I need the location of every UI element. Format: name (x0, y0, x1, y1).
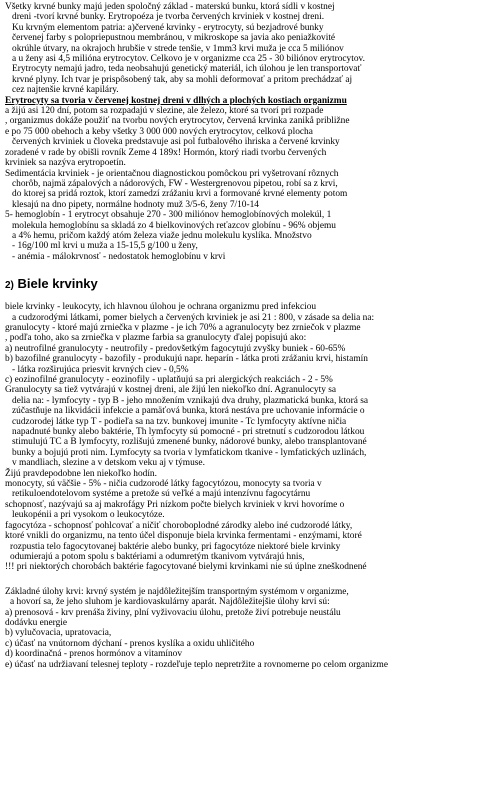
text-line: c) účasť na vnútornom dýchaní - prenos kyslíka a oxidu uhličitého (5, 638, 255, 649)
text-line: a žijú asi 120 dní, potom sa rozpadajú v slezine, ale železo, ktoré sa tvorí pri rozpade (5, 106, 324, 117)
text-line: červených krviniek u človeka predstavuje asi pol futbalového ihriska a červené krvinky (12, 137, 340, 148)
section-title: Biele krvinky (17, 276, 98, 292)
text-line: leukopénii a pri vysokom o leukocytóze. (12, 510, 165, 521)
text-line: ktoré vnikli do organizmu, na tento účel disponuje biela krvinka fermentami - enzýmami, ktoré (5, 531, 362, 542)
text-line: klesajú na dno pipety, normálne hodnoty muž 3/5-6, ženy 7/10-14 (12, 199, 259, 210)
text-line: a cudzorodými látkami, pomer bielych a červených krviniek je asi 21 : 800, v zásade sa delia na: (12, 312, 375, 323)
text-line: - 16g/100 ml krvi u muža a 15-15,5 g/100 u ženy, (12, 241, 198, 252)
text-line: a 4% hemu, pričom každý atóm železa viaže jednu molekulu kyslíka. Množstvo (12, 230, 312, 241)
text-line: delia na: - lymfocyty - typ B - jeho množením vznikajú dva druhy, plazmatická bunka, ktorá sa (12, 395, 369, 406)
text-line: 5- hemoglobín - 1 erytrocyt obsahuje 270 - 300 miliónov hemoglobínových molekúl, 1 (5, 210, 332, 221)
text-line: e po 75 000 obehoch a keby všetky 3 000 000 nových erytrocytov, celková plocha (5, 126, 313, 137)
paragraph-blood-functions (5, 587, 473, 670)
text-line: a hovorí sa, že jeho sluhom je kardiovaskulárny aparát. Najdôležitejšie úlohy krvi sú: (10, 597, 330, 608)
text-line: a u ženy asi 4,5 milióna erytrocytov. Celkovo je v organizme cca 25 - 30 biliónov erytrocytov. (12, 54, 365, 65)
text-line: stimulujú TC a B lymfocyty, rozlišujú zmenené bunky, nádorové bunky, alebo transplantované (12, 437, 367, 448)
text-line: a) neutrofilné granulocyty - neutrofily - predovšetkým fagocytujú zvyšky buniek - 60-65% (5, 343, 346, 354)
text-line: fagocytóza - schopnosť pohlcovať a ničiť choroboplodné zárodky alebo iné cudzorodé látky, (5, 520, 353, 531)
paragraph-erythropoiesis (5, 2, 473, 96)
text-line: molekula hemoglobínu sa skladá zo 4 bielkovinových reťazcov globínu - 96% objemu (12, 220, 336, 231)
text-line: Granulocyty sa tiež vytvárajú v kostnej dreni, ale žijú len niekoľko dní. Agranulocyty sa (5, 385, 337, 396)
text-line: dodávku energie (5, 617, 68, 628)
text-line: b) vylučovacia, upratovacia, (5, 628, 112, 639)
text-line: Ku krvným elementom patria: a)červené krvinky - erytrocyty, sú bezjadrové bunky (12, 22, 324, 33)
text-line: b) bazofilné granulocyty - bazofily - produkujú napr. heparín - látka proti zrážaniu krvi, histamín (5, 354, 368, 365)
text-line: d) koordinačná - prenos hormónov a vitamínov (5, 649, 183, 660)
text-line: cudzorodej látke typ T - podieľa sa na tzv. bunkovej imunite - Tc lymfocyty aktívne ničia (12, 416, 347, 427)
text-line: biele krvinky - leukocyty, ich hlavnou úlohou je ochrana organizmu pred infekciou (5, 302, 317, 313)
text-line: rozpustia telo fagocytovanej baktérie alebo bunky, pri fagocytóze niektoré biele krvinky (10, 541, 341, 552)
paragraph-erythrocyte-lifespan (5, 96, 473, 169)
section-heading (5, 276, 473, 294)
text-line: cez najtenšie krvné kapiláry. (12, 85, 119, 96)
paragraph-phagocytosis (5, 521, 473, 573)
text-line: zoradené v rade by obišli rovník Zeme 4 189x! Hormón, ktorý riadi tvorbu červených (5, 147, 327, 158)
section-number: 2) (5, 280, 14, 292)
paragraph-sedimentation (5, 169, 473, 211)
text-line: chorôb, najmä zápalových a nádorových, FW - Westergrenovou pipetou, robí sa z krvi, (12, 178, 338, 189)
text-line: do ktorej sa pridá roztok, ktorí zamedzí zrážaniu krvi a formované krvné elementy potom (12, 189, 348, 200)
paragraph-leukocytes (5, 302, 473, 479)
text-line: a) prenosová - krv prenáša živiny, plní vyživovaciu úlohu, pretože živí potrebuje neustálu (5, 607, 341, 618)
text-line: napadnuté bunky alebo baktérie, Th lymfocyty sú pomocné - pri stretnutí s cudzorodou látkou (12, 427, 365, 438)
text-line: Základné úlohy krvi: krvný systém je najdôležitejším transportným systémom v organizme, (5, 586, 349, 597)
text-line: Žijú pravdepodobne len niekoľko hodín. (5, 468, 157, 479)
text-line: , organizmus dokáže použiť na tvorbu nových erytrocytov, červená krvinka zanikå približne (5, 116, 350, 127)
text-line: e) účasť na udržiavaní telesnej teploty - rozdeľuje teplo nepretržite a rovnomerne po celom organizme (5, 659, 389, 670)
text-line: v mandliach, slezine a v detskom veku aj v týmuse. (12, 458, 205, 469)
text-line: Všetky krvné bunky majú jeden spoločný základ - materskú bunku, ktorá sídli v kostnej (5, 2, 335, 12)
text-line: krviniek sa nazýva erytropoetín. (5, 158, 126, 169)
text-line: - látka rozširujúca priesvit krvných ciev - 0,5% (12, 364, 189, 375)
paragraph-monocytes (5, 479, 473, 521)
text-line: bunky a bojujú proti nim. Lymfocyty sa tvoria v lymfatickom tkanive - lymfatických uzlinách, (12, 447, 367, 458)
text-line: retikuloendotelovom systéme a pretože sú veľké a majú intenzívnu fagocytárnu (12, 489, 311, 500)
document-page (5, 2, 473, 670)
text-line: okrúhle útvary, na okrajoch hrubšie v strede tenšie, v 1mm3 krvi muža je cca 5 miliónov (12, 43, 344, 54)
paragraph-hemoglobin (5, 210, 473, 262)
text-line: zúčastňuje na likvidácii infekcie a pamäťová bunka, ktorá nestáva pre uchovanie informácie o (12, 406, 365, 417)
text-line: monocyty, sú väčšie - 5% - ničia cudzorodé látky fagocytózou, monocyty sa tvoria v (5, 479, 322, 490)
text-line: , podľa toho, ako sa zrniečka v plazme farbia sa granulocyty ďalej popisujú ako: (5, 333, 307, 344)
text-line: Sedimentácia krviniek - je orientačnou diagnostickou pomôckou pri vyšetrovaní rôznych (5, 168, 339, 179)
text-line: schopnosť, nazývajú sa aj makrofágy Pri nízkom počte bielych krviniek v krvi hovoríme o (5, 499, 345, 510)
text-line: Erytrocyty sa tvoria v červenej kostnej dreni v dlhých a plochých kostiach organizmu (5, 95, 347, 106)
text-line: odumierajú a potom spolu s baktériami a odumretým tkanivom vytvárajú hnis, (10, 551, 305, 562)
text-line: c) eozinofilné granulocyty - eozinofily - uplatňujú sa pri alergických reakciách - 2 - 5% (5, 375, 333, 385)
text-line: granulocyty - ktoré majú zrniečka v plazme - je ich 70% a agranulocyty bez zrniečok v plazme (5, 322, 361, 333)
text-line: Erytrocyty nemajú jadro, teda neobsahujú genetický materiál, ich úlohou je len transportovať (12, 64, 362, 75)
text-line: !!! pri niektorých chorobách baktérie fagocytované bielymi krvinkami nie sú úplne zneškodnené (5, 562, 367, 573)
text-line: krvné plyny. Ich tvar je prispôsobený tak, aby sa mohli deformovať a pritom prechádzať aj (12, 74, 353, 85)
text-line: - anémia - málokrvnosť - nedostatok hemoglobínu v krvi (12, 251, 226, 262)
text-line: červenej farby s polopriepustnou membránou, v mikroskope sa javia ako peniažkovité (12, 33, 336, 44)
text-line: dreni -tvorí krvné bunky. Erytropoéza je tvorba červených krviniek v kostnej dreni. (12, 12, 325, 23)
